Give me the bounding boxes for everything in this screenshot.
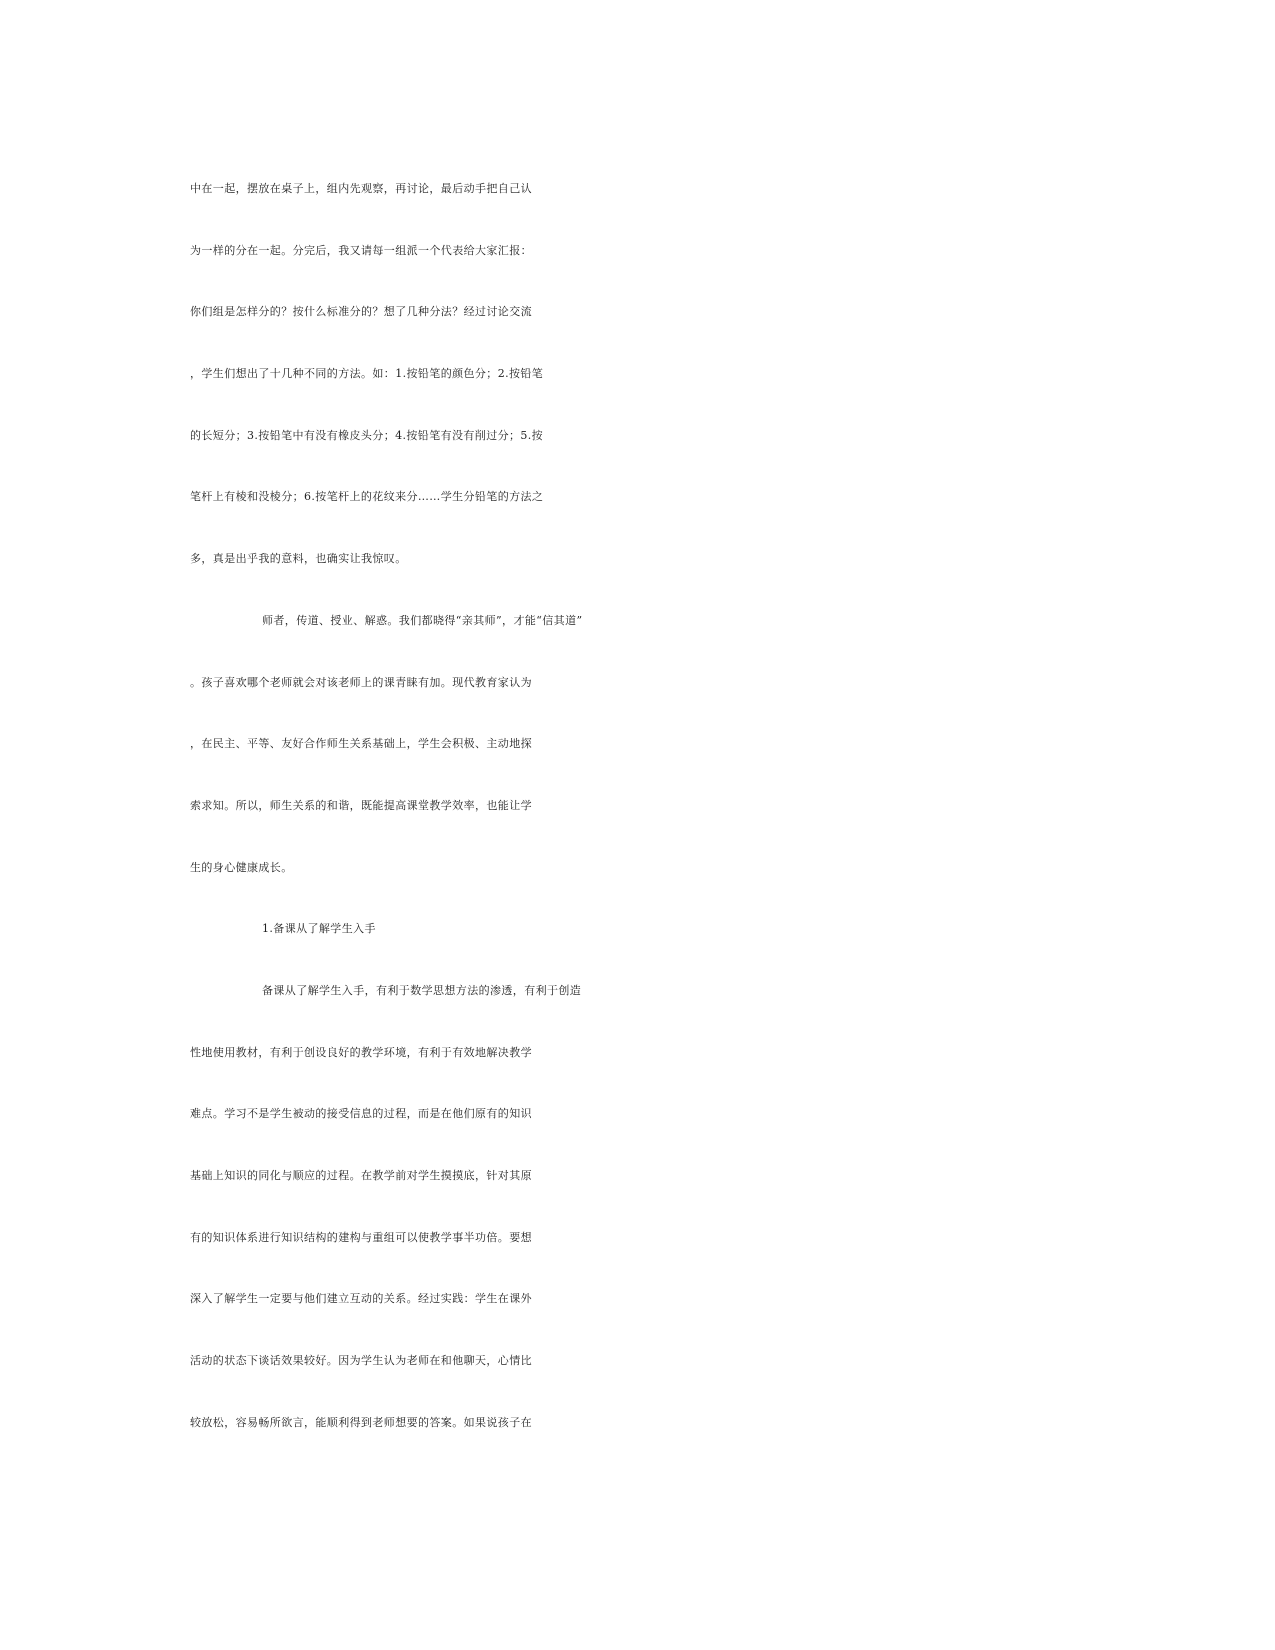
text-line: 。孩子喜欢哪个老师就会对该老师上的课青睐有加。现代教育家认为 [190,675,532,689]
text-line: 基础上知识的同化与顺应的过程。在教学前对学生摸摸底，针对其原 [190,1169,532,1182]
text-line: 索求知。所以，师生关系的和谐，既能提高课堂教学效率，也能让学 [190,798,532,812]
text-line: 为一样的分在一起。分完后，我又请每一组派一个代表给大家汇报： [190,243,532,257]
text-line: 多，真是出乎我的意料，也确实让我惊叹。 [190,552,407,566]
text-line: 较放松，容易畅所欲言，能顺利得到老师想要的答案。如果说孩子在 [190,1415,532,1429]
text-line: 有的知识体系进行知识结构的建构与重组可以使教学事半功倍。要想 [190,1230,532,1244]
text-line: 难点。学习不是学生被动的接受信息的过程，而是在他们原有的知识 [190,1107,532,1121]
text-line: 1.备课从了解学生入手 [262,922,376,936]
text-line: 性地使用教材，有利于创设良好的教学环境，有利于有效地解决教学 [190,1045,532,1059]
text-line: 师者，传道、授业、解惑。我们都晓得“亲其师”，才能“信其道” [262,613,583,627]
text-line: ，在民主、平等、友好合作师生关系基础上，学生会积极、主动地探 [190,737,532,751]
text-line: 活动的状态下谈话效果较好。因为学生认为老师在和他聊天，心情比 [190,1354,532,1368]
text-line: 深入了解学生一定要与他们建立互动的关系。经过实践：学生在课外 [190,1292,532,1306]
text-line: 备课从了解学生入手，有利于数学思想方法的渗透，有利于创造 [262,983,582,997]
body-text [190,158,1070,1453]
text-line: ，学生们想出了十几种不同的方法。如：1.按铅笔的颜色分；2.按铅笔 [190,367,544,381]
text-line: 的长短分；3.按铅笔中有没有橡皮头分；4.按铅笔有没有削过分；5.按 [190,428,544,442]
text-line: 笔杆上有棱和没棱分；6.按笔杆上的花纹来分……学生分铅笔的方法之 [190,490,544,504]
text-line: 中在一起，摆放在桌子上，组内先观察，再讨论，最后动手把自己认 [190,182,532,195]
text-line: 你们组是怎样分的？按什么标准分的？想了几种分法？经过讨论交流 [190,305,532,319]
text-line: 生的身心健康成长。 [190,860,293,874]
